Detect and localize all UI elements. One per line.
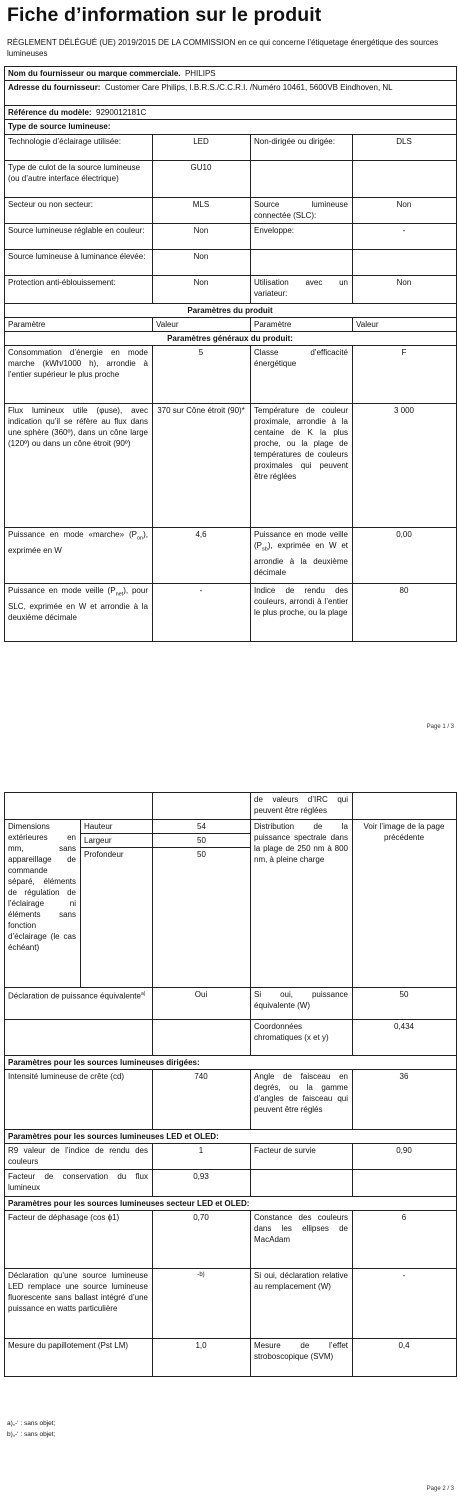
regulation-intro: RÈGLEMENT DÉLÉGUÉ (UE) 2019/2015 DE LA COMMISSION en ce qui concerne l’étiquetage énergétique des sources lumineuses xyxy=(7,38,439,58)
survival-label: Facteur de survie xyxy=(251,1144,353,1170)
cls-value: Non xyxy=(353,198,457,224)
cap-label-cell xyxy=(5,161,153,198)
width-label: Largeur xyxy=(81,834,152,848)
flicker-label: Mesure du papillotement (Pst LM) xyxy=(5,1339,153,1377)
nondir-value: DLS xyxy=(353,135,457,161)
equiv-label-sup: a) xyxy=(140,991,146,997)
width-value: 50 xyxy=(153,834,250,848)
general-params-header: Paramètres généraux du produit: xyxy=(5,332,457,346)
pnet-value: - xyxy=(153,584,251,642)
col-value-1: Valeur xyxy=(153,318,251,332)
page-number-1: Page 1 / 3 xyxy=(426,724,454,730)
led-oled-header: Paramètres pour les sources lumineuses LED et OLED: xyxy=(5,1130,457,1144)
dimmer-label: Utilisation avec un variateur: xyxy=(251,276,353,304)
page-number-2: Page 2 / 3 xyxy=(426,1486,454,1492)
dims-label: Dimensions extérieures en mm, sans appareillage de commande séparé, éléments de régulation de l’éclairage ni éléments sans fonction d’éclairage (le cas échéant) xyxy=(5,820,81,988)
strobo-label: Mesure de l’effet stroboscopique (SVM) xyxy=(251,1339,353,1377)
type-section-header: Type de source lumineuse: xyxy=(5,120,457,135)
cri-value: 80 xyxy=(353,584,457,642)
spd-label: Distribution de la puissance spectrale dans la plage de 250 nm à 800 nm, à pleine charge xyxy=(251,820,353,988)
dims-values xyxy=(153,820,251,988)
model-value: 9290012181C xyxy=(96,108,147,117)
chrom-label: Coordonnées chromatiques (x et y) xyxy=(251,1020,353,1056)
macadam-label: Constance des couleurs dans les ellipses de MacAdam xyxy=(251,1211,353,1269)
highlum-value: Non xyxy=(153,250,251,276)
model-label: Référence du modèle: xyxy=(8,108,92,117)
colour-value: Non xyxy=(153,224,251,250)
equivw-value: 50 xyxy=(353,988,457,1020)
pnet-label-sub: net xyxy=(115,591,124,598)
tech-value: LED xyxy=(153,135,251,161)
dims-sub-labels xyxy=(81,820,153,988)
col-param-1: Paramètre xyxy=(5,318,153,332)
psb-label-a: Puissance en mode veille (P xyxy=(254,530,348,550)
cri-label: Indice de rendu des couleurs, arrondi à l’entier le plus proche, ou la plage xyxy=(251,584,353,642)
cct-label: Température de couleur proximale, arrondie à la centaine de K la plus proche, ou la plage de températures de couleurs proximales qui peuvent être réglées xyxy=(251,404,353,528)
pon-label-a: Puissance en mode «marche» (P xyxy=(8,530,137,539)
cls-label: Source lumineuse connectée (SLC): xyxy=(251,198,353,224)
pnet-label-a: Puissance en mode veille (P xyxy=(8,586,116,595)
height-value: 54 xyxy=(153,820,250,834)
chrom-value: 0,434 xyxy=(353,1020,457,1056)
col-param-2: Paramètre xyxy=(251,318,353,332)
macadam-value: 6 xyxy=(353,1211,457,1269)
cap-value: GU10 xyxy=(153,161,251,198)
height-label: Hauteur xyxy=(81,820,152,834)
r9-value: 1 xyxy=(153,1144,251,1170)
address-value: Customer Care Philips, I.B.R.S./C.C.R.I. /Numéro 10461, 5600VB Eindhoven, NL xyxy=(104,83,393,92)
footnotes xyxy=(7,1418,55,1440)
equiv-label-text: Déclaration de puissance équivalente xyxy=(8,991,141,1001)
flux-value: 370 sur Cône étroit (90)* xyxy=(153,404,251,528)
cct-value: 3 000 xyxy=(353,404,457,528)
page-title: Fiche d’information sur le produit xyxy=(7,4,322,26)
replace-label: Si oui, déclaration relative au remplacement (W) xyxy=(251,1269,353,1339)
spd-value: Voir l’image de la page précédente xyxy=(353,820,457,988)
r9-label: R9 valeur de l’indice de rendu des couleurs xyxy=(5,1144,153,1170)
glare-label: Protection anti-éblouissement: xyxy=(5,276,153,304)
pnet-label-b: ), pour SLC, exprimée en W et arrondie à la deuxième décimale xyxy=(8,586,148,622)
survival-value: 0,90 xyxy=(353,1144,457,1170)
address-row xyxy=(5,81,457,106)
beam-value: 36 xyxy=(353,1070,457,1130)
pon-label xyxy=(5,528,153,584)
footnote-b: b)„-‘ : sans objet; xyxy=(7,1431,56,1438)
mains-label: Secteur ou non secteur: xyxy=(5,198,153,224)
tech-label: Technologie d’éclairage utilisée: xyxy=(5,135,153,161)
phi-label: Facteur de déphasage (cos ϕ1) xyxy=(5,1211,153,1269)
supplier-row xyxy=(5,67,457,81)
peak-label: Intensité lumineuse de crête (cd) xyxy=(5,1070,153,1130)
peak-value: 740 xyxy=(153,1070,251,1130)
colour-label: Source lumineuse réglable en couleur: xyxy=(5,224,153,250)
glare-value: Non xyxy=(153,276,251,304)
lumfactor-value: 0,93 xyxy=(153,1170,251,1197)
psb-label-b: ), exprimée en W et arrondie à la deuxième décimale xyxy=(254,541,348,577)
fluor-label: Déclaration qu’une source lumineuse LED remplace une source lumineuse fluorescente sans ballast intégré d’une puissance en watts particulière xyxy=(5,1269,153,1339)
mains-value: MLS xyxy=(153,198,251,224)
flux-label: Flux lumineux utile (φuse), avec indication qu’il se réfère au flux dans une sphère (360º), dans un cône large (120º) ou dans un cône étroit (90º) xyxy=(5,404,153,528)
col-value-2: Valeur xyxy=(353,318,457,332)
fluor-value: -b) xyxy=(153,1269,251,1339)
class-label: Classe d’efficacité énergétique xyxy=(251,346,353,404)
nondir-label: Non-dirigée ou dirigée: xyxy=(251,135,353,161)
equiv-value: Oui xyxy=(153,988,251,1020)
footnote-a: a)„-‘ : sans objet; xyxy=(7,1420,56,1427)
highlum-label: Source lumineuse à luminance élevée: xyxy=(5,250,153,276)
beam-label: Angle de faisceau en degrés, ou la gamme d’angles de faisceau qui peuvent être réglés xyxy=(251,1070,353,1130)
replace-value: - xyxy=(353,1269,457,1339)
supplier-table xyxy=(4,66,457,642)
pnet-label xyxy=(5,584,153,642)
strobo-value: 0,4 xyxy=(353,1339,457,1377)
flicker-value: 1,0 xyxy=(153,1339,251,1377)
phi-value: 0,70 xyxy=(153,1211,251,1269)
cri-label-continued: de valeurs d’IRC qui peuvent être réglées xyxy=(251,793,353,820)
depth-value: 50 xyxy=(197,850,206,859)
supplier-label: Nom du fournisseur ou marque commerciale. xyxy=(8,69,181,78)
address-label: Adresse du fournisseur: xyxy=(8,83,101,92)
psb-label-sub: sb xyxy=(262,546,268,553)
params-header: Paramètres du produit xyxy=(5,304,457,318)
page-2 xyxy=(0,790,458,1500)
directional-header: Paramètres pour les sources lumineuses dirigées: xyxy=(5,1056,457,1070)
psb-value: 0,00 xyxy=(353,528,457,584)
onmode-label: Consommation d’énergie en mode marche (kWh/1000 h), arrondie à l’entier supérieur le plus proche xyxy=(5,346,153,404)
equivw-label: Si oui, puissance équivalente (W) xyxy=(251,988,353,1020)
page-1 xyxy=(0,0,458,740)
envelope-label: Enveloppe: xyxy=(251,224,353,250)
depth-label: Profondeur xyxy=(84,850,124,859)
onmode-value: 5 xyxy=(153,346,251,404)
model-row xyxy=(5,106,457,120)
cap-label: Type de culot de la source lumineuse xyxy=(8,163,141,172)
mains-led-header: Paramètres pour les sources lumineuses secteur LED et OLED: xyxy=(5,1197,457,1211)
pon-value: 4,6 xyxy=(153,528,251,584)
pon-label-b: ), exprimée en W xyxy=(8,530,148,555)
class-value: F xyxy=(353,346,457,404)
supplier-value: PHILIPS xyxy=(184,69,216,78)
lumfactor-label: Facteur de conservation du flux lumineux xyxy=(5,1170,153,1197)
equiv-label xyxy=(5,988,153,1020)
psb-label xyxy=(251,528,353,584)
pon-label-sub: on xyxy=(136,535,144,542)
product-params-table-2 xyxy=(4,792,457,1377)
envelope-value: - xyxy=(353,224,457,250)
cap-label-note: (ou d’autre interface électrique) xyxy=(8,174,119,183)
dimmer-value: Non xyxy=(353,276,457,304)
